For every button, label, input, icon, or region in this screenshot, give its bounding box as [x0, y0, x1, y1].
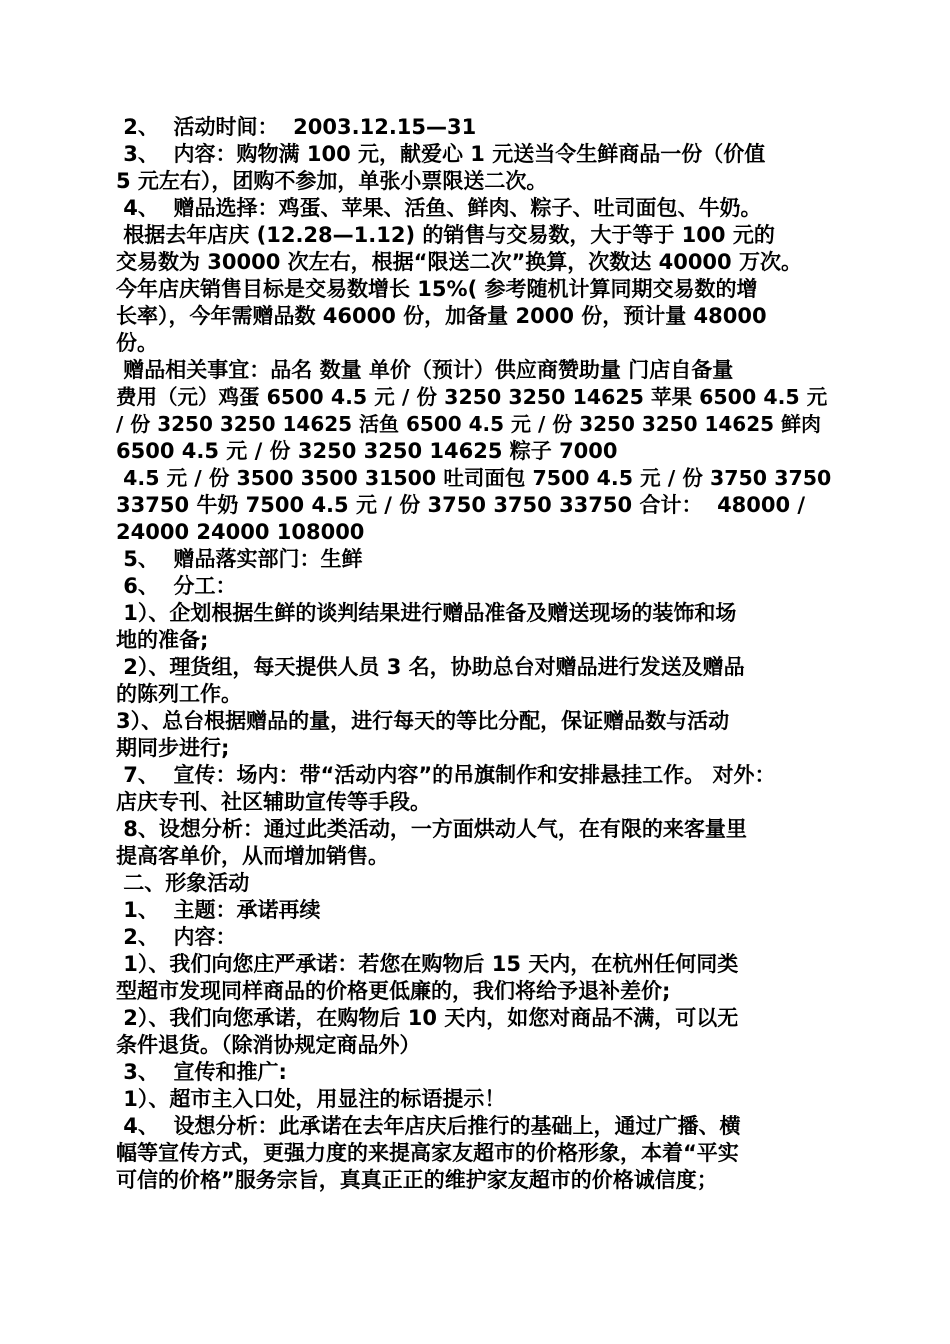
text-line: 4、 赠品选择：鸡蛋、苹果、活鱼、鲜肉、粽子、吐司面包、牛奶。 [116, 196, 762, 220]
text-line: 地的准备; [116, 628, 209, 652]
text-line: 根据去年店庆 (12.28—1.12) 的销售与交易数，大于等于 100 元的 [116, 223, 775, 247]
text-line: 2、 内容： [116, 925, 237, 949]
text-line: 店庆专刊、社区辅助宣传等手段。 [116, 790, 431, 814]
text-line: 份。 [116, 331, 158, 355]
text-line: 2、 活动时间： 2003.12.15—31 [116, 115, 477, 139]
text-line: 3、 宣传和推广: [116, 1060, 287, 1084]
text-line: 条件退货。（除消协规定商品外） [116, 1033, 421, 1057]
text-line: 二、形象活动 [116, 871, 250, 895]
text-line: 2）、理货组，每天提供人员 3 名，协助总台对赠品进行发送及赠品 [116, 655, 745, 679]
text-line: 7、 宣传：场内：带“活动内容”的吊旗制作和安排悬挂工作。 对外： [116, 763, 776, 787]
text-line: 幅等宣传方式，更强力度的来提高家友超市的价格形象，本着“平实 [116, 1141, 739, 1165]
text-line: 4、 设想分析：此承诺在去年店庆后推行的基础上，通过广播、横 [116, 1114, 741, 1138]
text-line: 费用（元）鸡蛋 6500 4.5 元 / 份 3250 3250 14625 苹果 6500 4.5 元 [116, 385, 828, 409]
text-line: 今年店庆销售目标是交易数增长 15%( 参考随机计算同期交易数的增 [116, 277, 758, 301]
text-line: 3）、总台根据赠品的量，进行每天的等比分配，保证赠品数与活动 [116, 709, 730, 733]
text-line: 4.5 元 / 份 3500 3500 31500 吐司面包 7500 4.5 元 / 份 3750 3750 [116, 466, 832, 490]
document-body [116, 114, 836, 1194]
text-line: 赠品相关事宜：品名 数量 单价（预计）供应商赞助量 门店自备量 [116, 358, 734, 382]
text-line: 3、 内容：购物满 100 元，献爱心 1 元送当令生鲜商品一份（价值 [116, 142, 766, 166]
text-line: 2）、我们向您承诺，在购物后 10 天内，如您对商品不满，可以无 [116, 1006, 739, 1030]
text-line: / 份 3250 3250 14625 活鱼 6500 4.5 元 / 份 3250 3250 14625 鲜肉 [116, 412, 821, 436]
text-line: 33750 牛奶 7500 4.5 元 / 份 3750 3750 33750 合计： 48000 / [116, 493, 806, 517]
text-line: 5 元左右），团购不参加，单张小票限送二次。 [116, 169, 548, 193]
text-line: 1）、我们向您庄严承诺：若您在购物后 15 天内，在杭州任何同类 [116, 952, 739, 976]
text-line: 长率），今年需赠品数 46000 份，加备量 2000 份，预计量 48000 [116, 304, 767, 328]
text-line: 1、 主题：承诺再续 [116, 898, 321, 922]
text-line: 1）、超市主入口处，用显注的标语提示！ [116, 1087, 506, 1111]
text-line: 5、 赠品落实部门：生鲜 [116, 547, 363, 571]
text-line: 6500 4.5 元 / 份 3250 3250 14625 粽子 7000 [116, 439, 618, 463]
text-line: 8、设想分析：通过此类活动，一方面烘动人气，在有限的来客量里 [116, 817, 747, 841]
text-line: 型超市发现同样商品的价格更低廉的，我们将给予退补差价; [116, 979, 671, 1003]
text-line: 可信的价格”服务宗旨，真真正正的维护家友超市的价格诚信度； [116, 1168, 718, 1192]
text-line: 1）、企划根据生鲜的谈判结果进行赠品准备及赠送现场的装饰和场 [116, 601, 737, 625]
text-line: 6、 分工： [116, 574, 237, 598]
text-line: 提高客单价，从而增加销售。 [116, 844, 389, 868]
text-line: 期同步进行; [116, 736, 230, 760]
text-line: 的陈列工作。 [116, 682, 242, 706]
text-line: 24000 24000 108000 [116, 520, 365, 544]
text-line: 交易数为 30000 次左右，根据“限送二次”换算，次数达 40000 万次。 [116, 250, 802, 274]
